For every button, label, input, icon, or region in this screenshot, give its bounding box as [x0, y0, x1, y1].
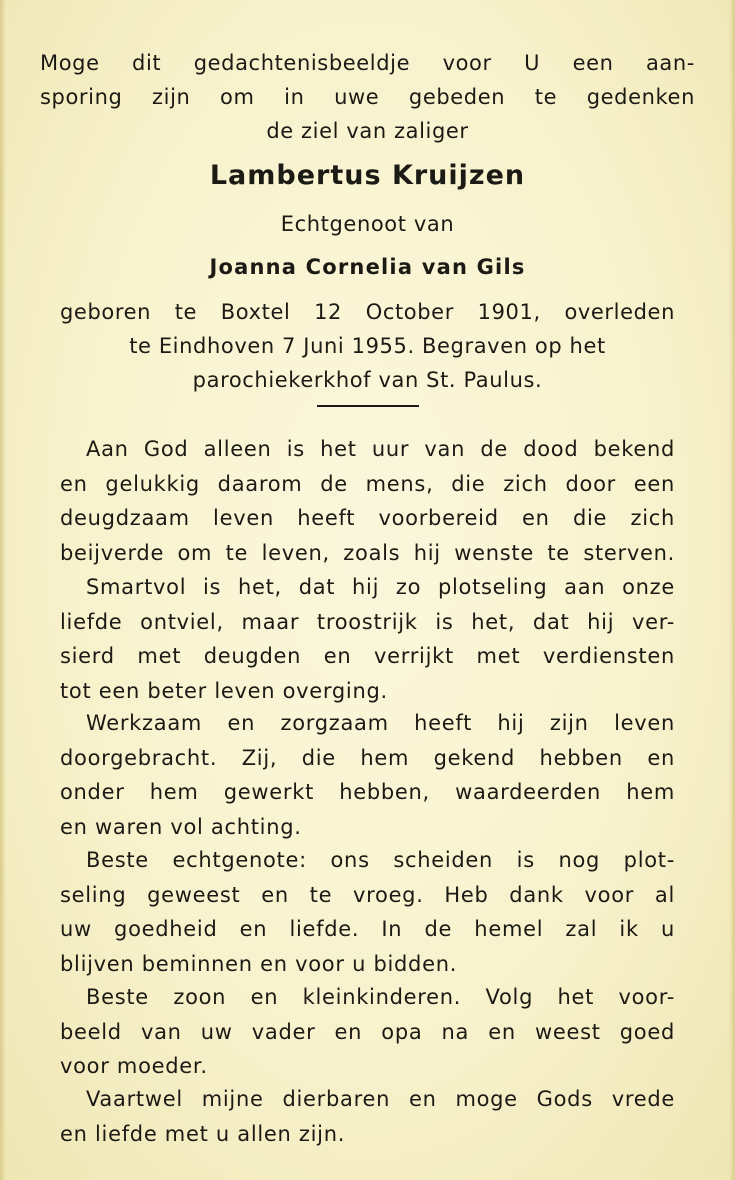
- text-line: en waren vol achting.: [60, 814, 302, 839]
- intro-line: sporing zijn om in uwe gebeden te gedenken: [40, 85, 695, 109]
- text-line: Beste echtgenote: ons scheiden is nog plot-: [86, 848, 675, 872]
- paragraph: [60, 570, 675, 708]
- dates-line: parochiekerkhof van St. Paulus.: [192, 368, 543, 392]
- intro-block: [40, 46, 695, 148]
- spouse-name: Joanna Cornelia van Gils: [209, 255, 526, 279]
- text-line: liefde ontviel, maar troostrijk is het, dat hij ver-: [60, 609, 675, 634]
- text-line: Vaartwel mijne dierbaren en moge Gods vrede: [86, 1087, 675, 1111]
- text-line: seling geweest en te vroeg. Heb dank voor al: [60, 882, 675, 907]
- text-line: beeld van uw vader en opa na en weest goed: [60, 1019, 675, 1044]
- text-line: blijven beminnen en voor u bidden.: [60, 951, 458, 976]
- dates-line: geboren te Boxtel 12 October 1901, overleden: [60, 300, 675, 324]
- text-line: voor moeder.: [60, 1054, 208, 1078]
- paragraph: [60, 706, 675, 844]
- dates-block: [40, 295, 695, 397]
- text-line: Aan God alleen is het uur van de dood bekend: [86, 437, 675, 461]
- text-line: Werkzaam en zorgzaam heeft hij zijn leven: [86, 711, 675, 735]
- text-line: uw goedheid en liefde. In de hemel zal ik u: [60, 917, 675, 941]
- text-line: Beste zoon en kleinkinderen. Volg het voor-: [86, 985, 675, 1009]
- text-line: doorgebracht. Zij, die hem gekend hebben en: [60, 745, 675, 770]
- text-line: onder hem gewerkt hebben, waardeerden hem: [60, 780, 675, 804]
- card-edge-right: [729, 0, 735, 1180]
- intro-line: Moge dit gedachtenisbeeldje voor U een aan-: [40, 51, 695, 75]
- text-line: tot een beter leven overging.: [60, 678, 388, 703]
- spouse-label: Echtgenoot van: [280, 212, 455, 236]
- text-line: deugdzaam leven heeft voorbereid en die zich: [60, 506, 675, 530]
- card-edge-left: [0, 0, 6, 1180]
- dates-line: te Eindhoven 7 Juni 1955. Begraven op het: [129, 334, 606, 358]
- text-line: sierd met deugden en verrijkt met verdiensten: [60, 644, 675, 668]
- text-line: Smartvol is het, dat hij zo plotseling aan onze: [86, 575, 675, 599]
- paragraph: [60, 843, 675, 981]
- text-line: beijverde om te leven, zoals hij wenste te sterven.: [60, 540, 675, 565]
- paragraph: [60, 1082, 675, 1151]
- paragraph: [60, 980, 675, 1084]
- intro-line: de ziel van zaliger: [266, 119, 469, 143]
- divider-rule: [317, 405, 419, 407]
- paragraph: [60, 432, 675, 570]
- deceased-name: Lambertus Kruijzen: [209, 160, 526, 191]
- text-line: en liefde met u allen zijn.: [60, 1121, 346, 1146]
- text-line: en gelukkig daarom de mens, die zich door een: [60, 471, 675, 496]
